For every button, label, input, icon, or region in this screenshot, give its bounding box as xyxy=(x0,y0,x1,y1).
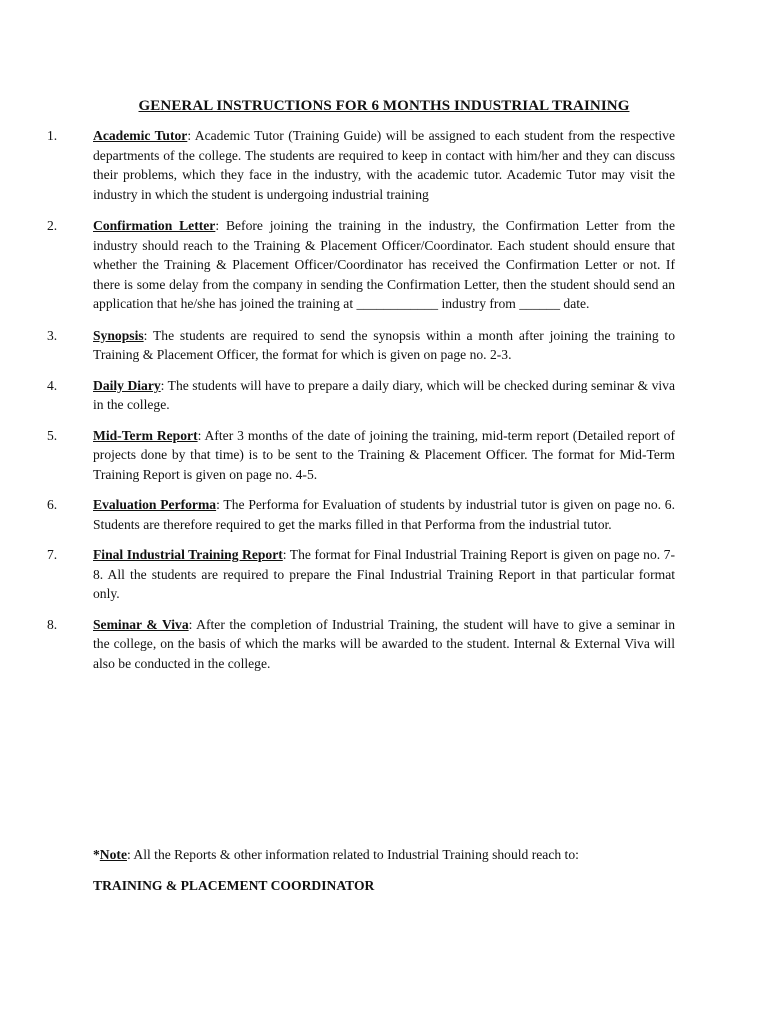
item-text: : After 3 months of the date of joining the training, mid-term report (Detailed report of projects done by that time) is to be sent to the Training & Placement Officer. The format for Mid-Term Training Report is given on page no. 4-5. xyxy=(93,427,675,482)
item-text: : Academic Tutor (Training Guide) will be assigned to each student from the respective departments of the college. The students are required to keep in contact with him/her and they can discuss their problems, which they face in the industry, with the academic tutor. Academic Tutor may visit the industry in which the student is undergoing industrial training xyxy=(93,128,675,202)
item-body xyxy=(93,615,675,674)
item-text: : The Performa for Evaluation of students by industrial tutor is given on page no. 6. Students are therefore required to get the marks filled in that Performa from the industrial tutor. xyxy=(93,497,676,532)
instruction-list xyxy=(0,126,768,673)
item-label: Daily Diary xyxy=(93,377,161,393)
item-body xyxy=(93,545,675,604)
instruction-item xyxy=(0,126,768,204)
note-prefix: * xyxy=(93,847,100,862)
note-label xyxy=(93,847,127,862)
item-number: 2. xyxy=(47,218,58,233)
item-number: 6. xyxy=(47,497,58,512)
item-body xyxy=(93,326,675,365)
instruction-item xyxy=(0,326,768,365)
item-label: Final Industrial Training Report xyxy=(93,547,283,562)
item-label: Confirmation Letter xyxy=(93,218,216,233)
item-body xyxy=(93,126,675,204)
instruction-item xyxy=(0,495,768,534)
item-number: 4. xyxy=(47,377,58,393)
item-label: Synopsis xyxy=(93,327,144,343)
item-label: Academic Tutor xyxy=(93,128,188,143)
item-body xyxy=(93,495,675,534)
instruction-item xyxy=(0,216,768,314)
item-text: : The students will have to prepare a daily diary, which will be checked during seminar & viva in the college. xyxy=(93,377,675,412)
instruction-item xyxy=(0,376,768,415)
note-text: : All the Reports & other information related to Industrial Training should reach to: xyxy=(126,847,579,862)
item-number: 1. xyxy=(47,128,58,143)
item-label: Seminar & Viva xyxy=(93,616,189,632)
coordinator-heading: TRAINING & PLACEMENT COORDINATOR xyxy=(93,878,375,893)
instruction-item xyxy=(0,426,768,485)
note-label-text: Note xyxy=(99,847,127,862)
item-body xyxy=(93,216,675,314)
item-text: : The format for Final Industrial Training Report is given on page no. 7-8. All the students are required to prepare the Final Industrial Training Report in that particular format only. xyxy=(93,547,675,601)
item-label: Evaluation Performa xyxy=(93,497,217,512)
instruction-item xyxy=(0,545,768,604)
note-paragraph xyxy=(93,845,579,864)
item-label: Mid-Term Report xyxy=(93,427,198,443)
instruction-item xyxy=(0,615,768,674)
item-text: : Before joining the training in the industry, the Confirmation Letter from the industry should reach to the Training & Placement Officer/Coordinator. Each student should ensure that whether the Training & Placement Officer/Coordinator has received the Confirmation Letter or not. If there is some delay from the company in sending the Confirmation Letter, then the student should send an application that he/she has joined the training at ____________ industry from ______ date. xyxy=(93,218,675,311)
document-title: GENERAL INSTRUCTIONS FOR 6 MONTHS INDUSTRIAL TRAINING xyxy=(138,98,630,114)
item-text: : The students are required to send the synopsis within a month after joining the training to Training & Placement Officer, the format for which is given on page no. 2-3. xyxy=(93,327,675,362)
item-text: : After the completion of Industrial Training, the student will have to give a seminar in the college, on the basis of which the marks will be awarded to the student. Internal & External Viva will also be conducted in the college. xyxy=(93,616,675,671)
item-number: 8. xyxy=(47,616,58,632)
item-number: 5. xyxy=(47,427,58,443)
item-body xyxy=(93,376,675,415)
item-body xyxy=(93,426,675,485)
item-number: 3. xyxy=(47,327,58,343)
item-number: 7. xyxy=(47,547,58,562)
